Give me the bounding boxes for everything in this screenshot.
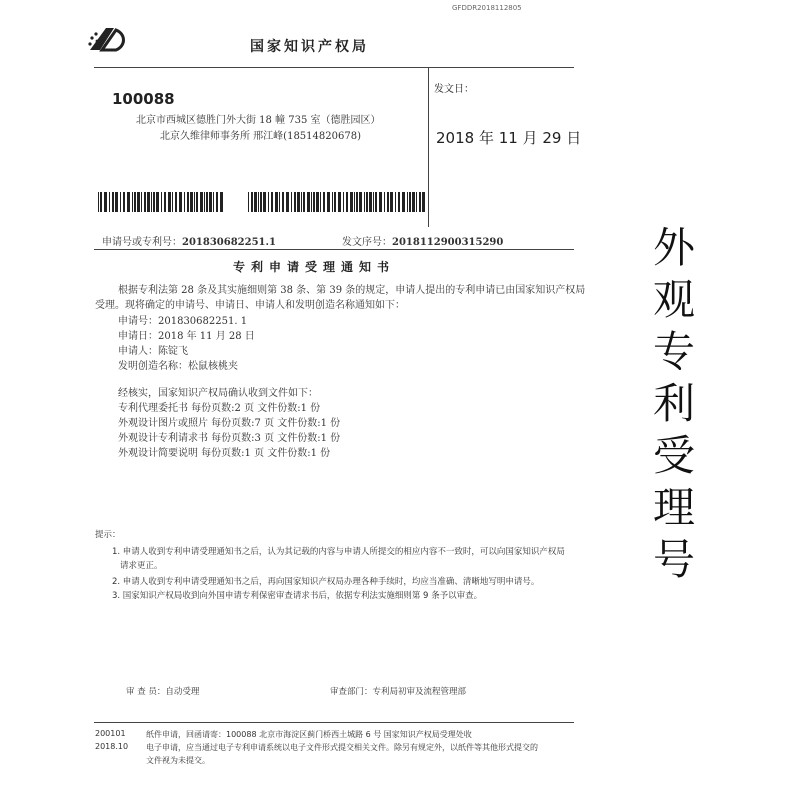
barcode-bar	[137, 192, 140, 212]
side-label-char: 号	[652, 535, 695, 584]
office-name: 国家知识产权局	[250, 39, 369, 55]
barcode-bar	[216, 192, 218, 212]
barcode-bar	[354, 192, 355, 212]
barcode-bar	[141, 192, 142, 212]
footer-line: 纸件申请，回函请寄：100088 北京市海淀区蓟门桥西土城路 6 号 国家知识产权局受理处收	[146, 730, 472, 739]
barcode-bar	[323, 192, 325, 212]
tip-item: 3. 国家知识产权局收到向外国申请专利保密审查请求书后，依据专利法实施细则第 9 条予以审查。	[112, 591, 483, 601]
file-item: 外观设计专利请求书 每份页数:3 页 文件份数:1 份	[118, 433, 341, 444]
barcode-bar	[196, 192, 198, 212]
barcode-bar	[334, 192, 336, 212]
barcode-bar	[412, 192, 415, 212]
barcode-bar	[263, 192, 266, 212]
notice-title: 专利申请受理通知书	[232, 260, 395, 274]
barcode-bar	[338, 192, 341, 212]
barcode-bar	[327, 192, 330, 212]
barcode-bar	[98, 192, 99, 212]
footer-code: 2018.10	[95, 742, 129, 751]
side-label-char: 理	[652, 483, 695, 532]
application-number-value: 201830682251.1	[182, 237, 276, 248]
barcode-bar	[286, 192, 289, 212]
barcode-bar	[209, 192, 212, 212]
barcode-bar	[343, 192, 344, 212]
intro-line: 根据专利法第 28 条及其实施细则第 38 条、第 39 条的规定，申请人提出的专利申请已由国家知识产权局	[118, 285, 586, 296]
barcode-bar	[422, 192, 425, 212]
recipient-address-line: 北京久维律师事务所 邢江峰(18514820678)	[160, 131, 361, 142]
sent-date-divider	[428, 67, 429, 227]
barcode-bar	[402, 192, 405, 212]
barcode-bar	[123, 192, 125, 212]
footer-divider	[94, 722, 574, 723]
side-label-char: 利	[652, 379, 695, 428]
barcode-bar	[112, 192, 114, 212]
barcode-bar	[407, 192, 408, 212]
barcode-bar	[379, 192, 382, 212]
barcode-bar	[161, 192, 162, 212]
barcode-bar	[134, 192, 136, 212]
files-intro: 经核实，国家知识产权局确认收到文件如下：	[118, 388, 318, 399]
barcode-bar	[187, 192, 189, 212]
barcode-bar	[153, 192, 155, 212]
barcode-bar	[109, 192, 110, 212]
barcode-bar	[275, 192, 278, 212]
barcode-bar	[147, 192, 150, 212]
barcode-bar	[248, 192, 249, 212]
file-item: 外观设计简要说明 每份页数:1 页 文件份数:1 份	[118, 448, 331, 459]
barcode-bar	[127, 192, 130, 212]
review-department-value: 专利局初审及流程管理部	[372, 687, 467, 697]
barcode-bar	[260, 192, 262, 212]
side-label	[648, 222, 700, 586]
barcode-bar	[332, 192, 333, 212]
barcode-bar	[398, 192, 400, 212]
barcode-bar	[268, 192, 269, 212]
review-department-label: 审查部门：	[330, 687, 373, 697]
barcode-bar	[175, 192, 177, 212]
barcode-bar	[297, 192, 300, 212]
barcode-bar	[387, 192, 389, 212]
footer-line: 文件视为未提交。	[146, 756, 210, 765]
barcode-bar	[156, 192, 159, 212]
barcode-bar	[359, 192, 362, 212]
barcode-bar	[364, 192, 365, 212]
barcode-bar	[320, 192, 321, 212]
examiner-value: 自动受理	[165, 687, 200, 697]
tip-item-continued: 请求更正。	[120, 561, 163, 571]
field-application-number: 申请号：201830682251. 1	[118, 316, 248, 327]
side-label-char: 外	[652, 223, 695, 272]
side-label-char: 受	[652, 431, 695, 480]
barcode-bar	[303, 192, 305, 212]
barcode-bar	[373, 192, 374, 212]
barcode-bar	[258, 192, 259, 212]
barcode-bar	[200, 192, 203, 212]
barcode-bar	[104, 192, 107, 212]
file-item: 外观设计图片或照片 每份页数:7 页 文件份数:1 份	[118, 418, 341, 429]
barcode-bar	[220, 192, 223, 212]
tips-label: 提示：	[95, 530, 121, 540]
tip-item: 2. 申请人收到专利申请受理通知书之后，再向国家知识产权局办理各种手续时，均应当准确、清晰地写明申请号。	[112, 577, 540, 587]
barcode-bar	[375, 192, 377, 212]
barcode-bar	[350, 192, 353, 212]
barcode-bar	[213, 192, 214, 212]
barcode-bar	[279, 192, 280, 212]
barcode-bar	[356, 192, 358, 212]
footer-line: 电子申请，应当通过电子专利申请系统以电子文件形式提交相关文件。除另有规定外，以纸件等其他形式提交的	[146, 743, 538, 752]
intro-line: 受理。现将确定的申请号、申请日、申请人和发明创造名称通知如下：	[95, 300, 405, 311]
barcode-bar	[282, 192, 284, 212]
barcode-application	[98, 192, 225, 212]
field-application-date: 申请日：2018 年 11 月 28 日	[118, 331, 255, 342]
barcode-bar	[172, 192, 173, 212]
barcode-bar	[206, 192, 208, 212]
barcode-bar	[384, 192, 385, 212]
barcode-bar	[316, 192, 319, 212]
barcode-bar	[251, 192, 253, 212]
review-department	[330, 685, 466, 697]
examiner	[126, 685, 199, 697]
barcode-bar	[100, 192, 102, 212]
application-number	[102, 233, 276, 248]
barcode-bar	[254, 192, 257, 212]
barcode-bar	[194, 192, 195, 212]
barcode-bar	[204, 192, 205, 212]
serial-number-value: 2018112900315290	[392, 237, 504, 248]
application-number-label: 申请号或专利号：	[102, 237, 182, 248]
serial-number	[342, 233, 503, 248]
barcode-bar	[409, 192, 411, 212]
postal-code: 100088	[112, 90, 175, 108]
barcode-bar	[307, 192, 310, 212]
field-applicant: 申请人：陈锭飞	[118, 346, 188, 357]
document-code: GFDDR2018112805	[452, 4, 522, 12]
footer-code: 200101	[95, 729, 126, 738]
barcode-bar	[369, 192, 372, 212]
barcode-bar	[184, 192, 185, 212]
side-label-char: 观	[652, 275, 695, 324]
field-invention-name: 发明创造名称：松鼠核桃夹	[118, 361, 238, 372]
barcode-bar	[301, 192, 302, 212]
barcode-bar	[179, 192, 182, 212]
barcode-bar	[419, 192, 421, 212]
barcode-bar	[120, 192, 121, 212]
barcode-bar	[416, 192, 417, 212]
cnipa-logo-icon	[86, 24, 126, 56]
barcode-bar	[151, 192, 152, 212]
barcode-bar	[164, 192, 166, 212]
recipient-address-line: 北京市西城区德胜门外大街 18 幢 735 室（德胜园区）	[136, 115, 381, 126]
barcode-bar	[346, 192, 348, 212]
barcode-bar	[168, 192, 171, 212]
barcode-bar	[313, 192, 315, 212]
reference-divider	[94, 249, 574, 250]
side-label-char: 专	[652, 327, 695, 376]
barcode-bar	[190, 192, 193, 212]
barcode-bar	[271, 192, 273, 212]
examiner-label: 审 查 员：	[126, 687, 166, 697]
header-divider	[94, 67, 574, 68]
tip-item: 1. 申请人收到专利申请受理通知书之后，认为其记载的内容与申请人所提交的相应内容不一致时，可以向国家知识产权局	[112, 547, 565, 557]
barcode-bar	[132, 192, 133, 212]
barcode-bar	[144, 192, 146, 212]
sent-date-value: 2018 年 11 月 29 日	[436, 129, 582, 147]
sent-date-label: 发文日：	[434, 84, 474, 95]
barcode-bar	[115, 192, 118, 212]
barcode-bar	[395, 192, 396, 212]
barcode-bar	[366, 192, 368, 212]
file-item: 专利代理委托书 每份页数:2 页 文件份数:1 份	[118, 403, 321, 414]
barcode-bar	[311, 192, 312, 212]
barcode-serial	[248, 192, 426, 212]
barcode-bar	[390, 192, 393, 212]
barcode-bar	[291, 192, 292, 212]
barcode-bar	[294, 192, 296, 212]
serial-number-label: 发文序号：	[342, 237, 392, 248]
